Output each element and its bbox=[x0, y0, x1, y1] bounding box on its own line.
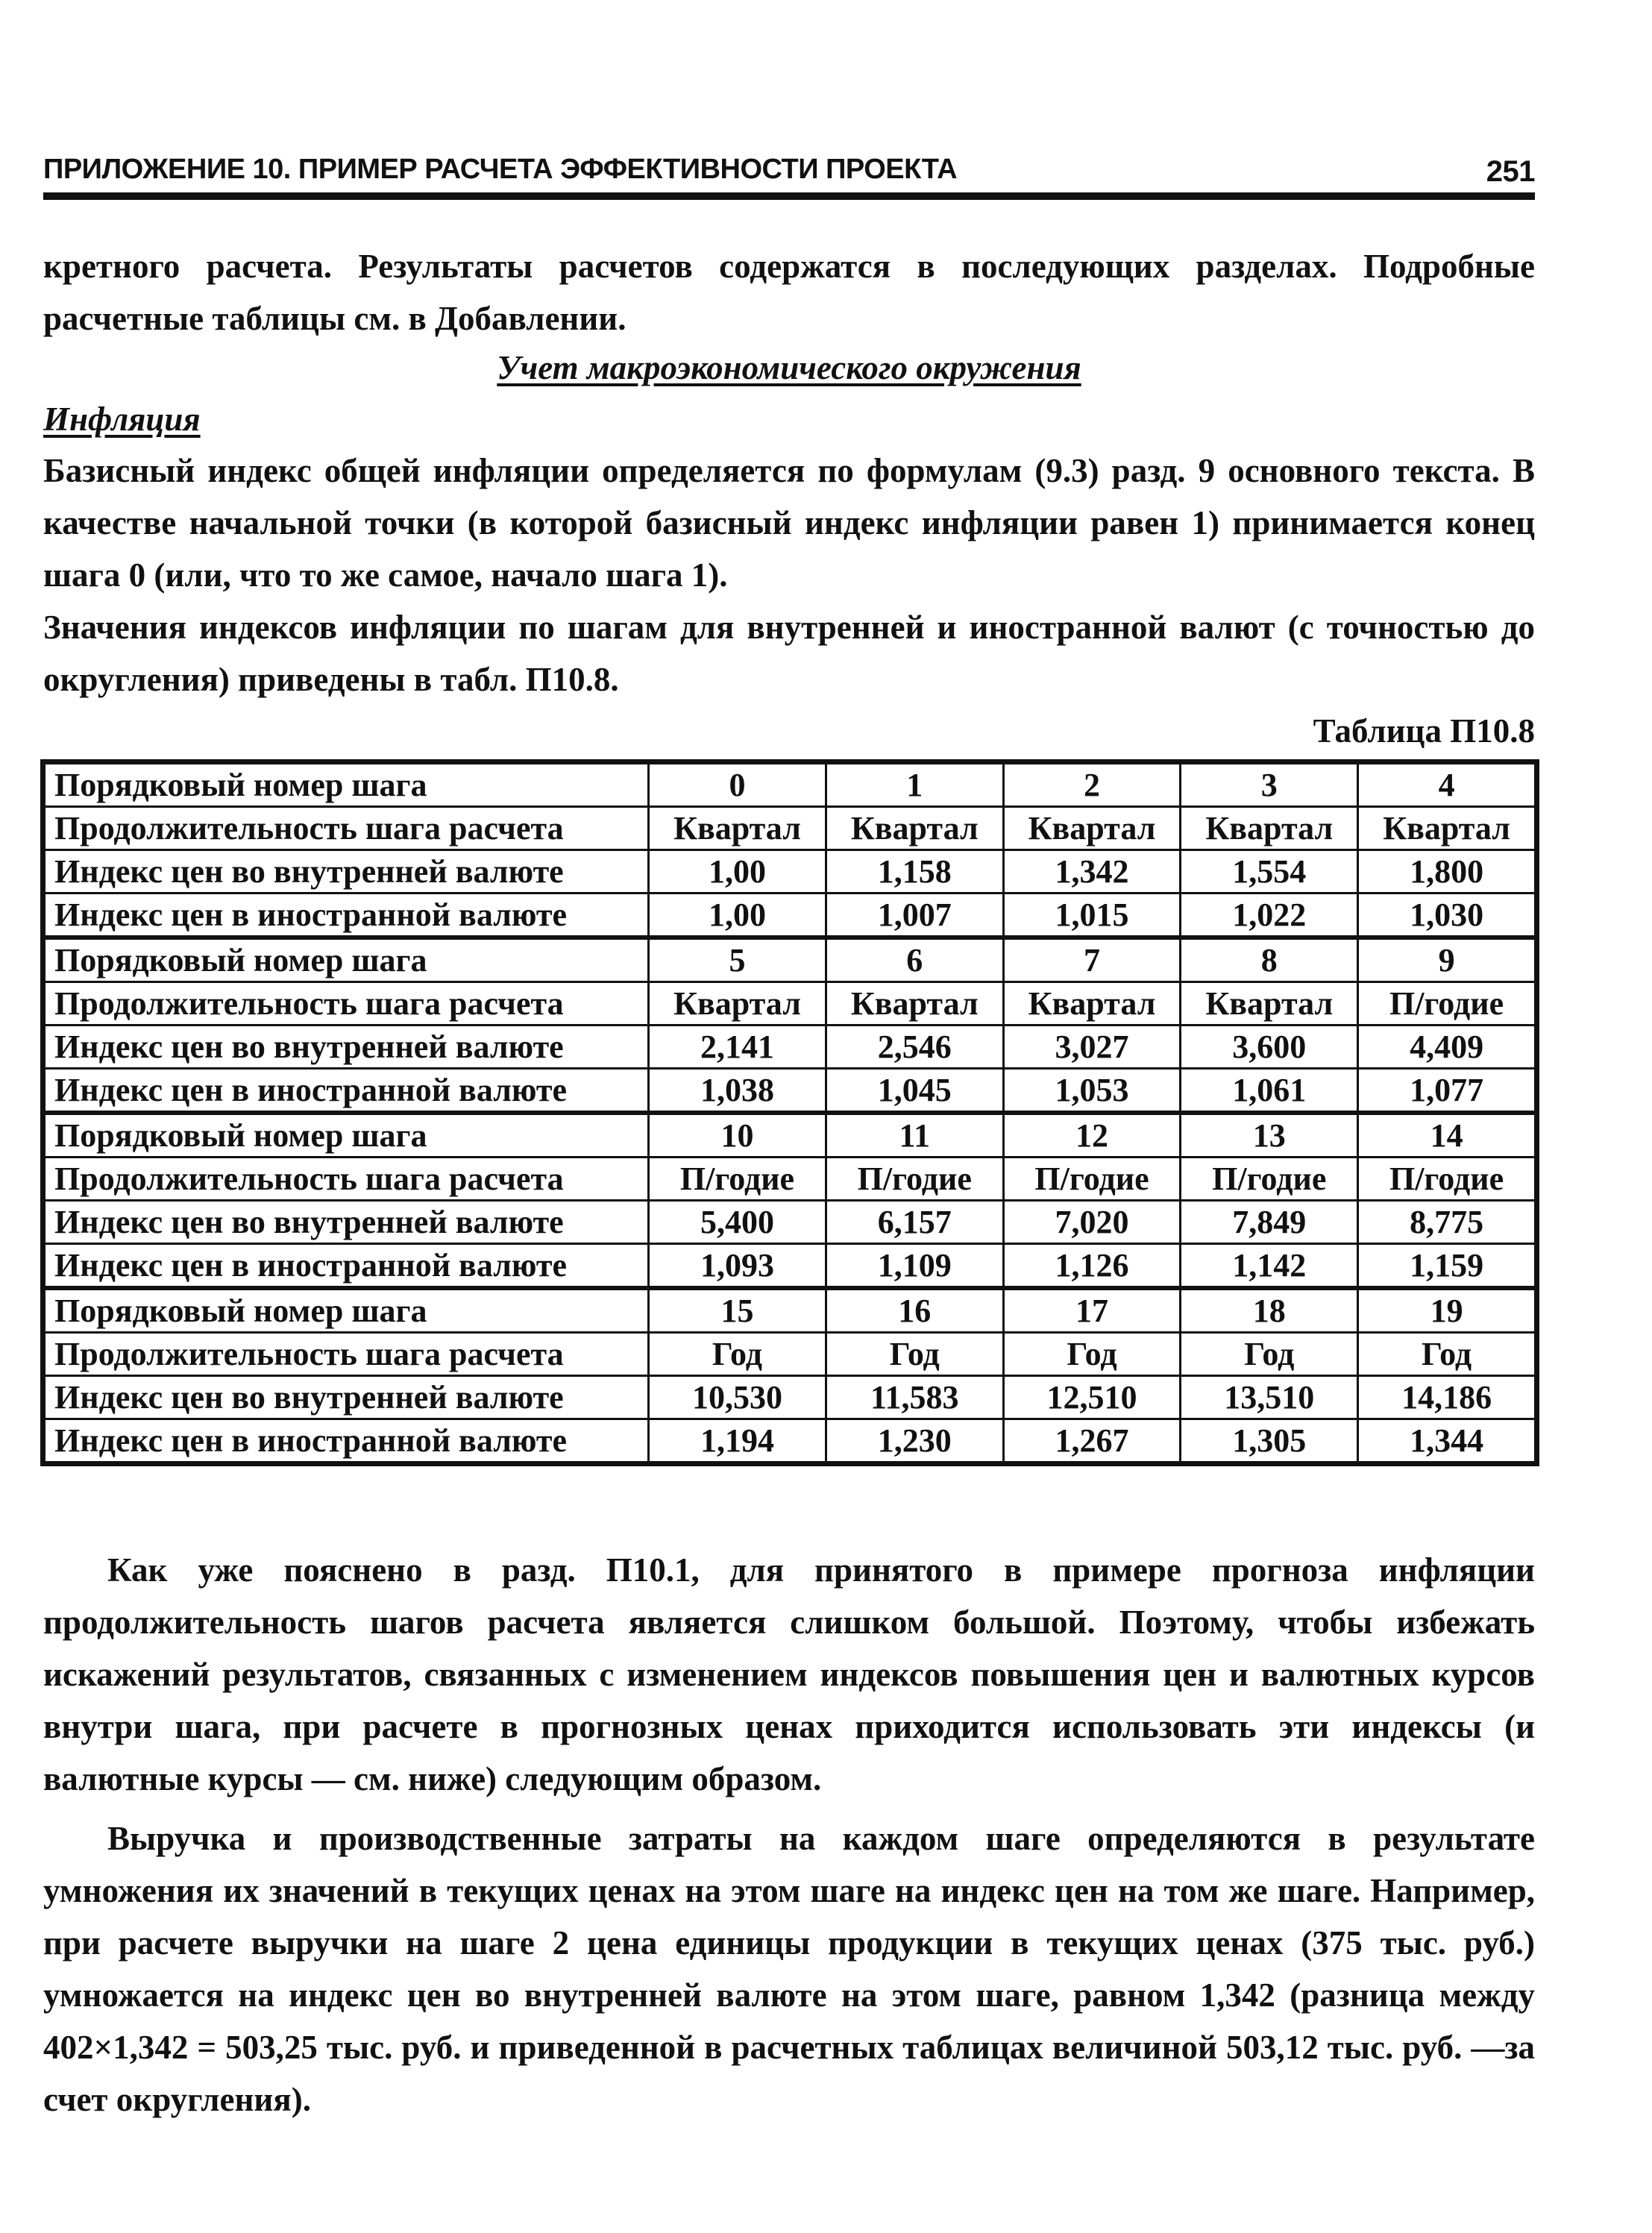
table-cell: 2,141 bbox=[649, 1026, 826, 1069]
table-cell: Год bbox=[1181, 1333, 1358, 1376]
table-cell: Год bbox=[1358, 1333, 1537, 1376]
table-cell: 3,600 bbox=[1181, 1026, 1358, 1069]
table-cell: 13 bbox=[1181, 1113, 1358, 1158]
table-cell: 12,510 bbox=[1003, 1376, 1181, 1419]
row-label: Продолжительность шага расчета bbox=[43, 1333, 649, 1376]
row-label: Индекс цен в иностранной валюте bbox=[43, 1069, 649, 1114]
table-cell: 1,109 bbox=[826, 1244, 1003, 1289]
table-cell: 1,158 bbox=[826, 850, 1003, 893]
table-cell: Квартал bbox=[649, 807, 826, 850]
table-cell: Год bbox=[1003, 1333, 1181, 1376]
table-cell: 1,554 bbox=[1181, 850, 1358, 893]
paragraph-step-duration: Как уже пояснено в разд. П10.1, для принятого в примере прогноза инфляции продолжительность шагов расчета является слишком большой. Поэтому, чтобы избежать искажений результатов, связанных с изменением индексов повышения цен и валютных курсов внутри шага, при расчете в прогнозных ценах приходится использовать эти индексы (и валютные курсы — см. ниже) следующим образом. bbox=[43, 1551, 1535, 1797]
table-cell: 2 bbox=[1003, 762, 1181, 807]
table-body bbox=[43, 762, 1537, 1464]
table-cell: Год bbox=[826, 1333, 1003, 1376]
table-cell: Год bbox=[649, 1333, 826, 1376]
row-label: Порядковый номер шага bbox=[43, 1113, 649, 1158]
table-cell: 14,186 bbox=[1358, 1376, 1537, 1419]
table-cell: 1,267 bbox=[1003, 1419, 1181, 1464]
row-label: Индекс цен во внутренней валюте bbox=[43, 850, 649, 893]
table-cell: 1,230 bbox=[826, 1419, 1003, 1464]
table-cell: Квартал bbox=[1358, 807, 1537, 850]
table-cell: 1 bbox=[826, 762, 1003, 807]
running-header bbox=[43, 149, 1535, 194]
table-row bbox=[43, 1419, 1537, 1464]
row-label: Продолжительность шага расчета bbox=[43, 1158, 649, 1201]
table-cell: 1,038 bbox=[649, 1069, 826, 1114]
table-cell: Квартал bbox=[649, 982, 826, 1026]
table-row bbox=[43, 1201, 1537, 1244]
table-cell: 10 bbox=[649, 1113, 826, 1158]
table-cell: 1,077 bbox=[1358, 1069, 1537, 1114]
row-label: Порядковый номер шага bbox=[43, 938, 649, 982]
table-cell: 1,194 bbox=[649, 1419, 826, 1464]
table-cell: 4,409 bbox=[1358, 1026, 1537, 1069]
table-cell: 18 bbox=[1181, 1288, 1358, 1333]
table-cell: 16 bbox=[826, 1288, 1003, 1333]
table-cell: 5 bbox=[649, 938, 826, 982]
table-cell: 7 bbox=[1003, 938, 1181, 982]
table-cell: 9 bbox=[1358, 938, 1537, 982]
table-row bbox=[43, 1376, 1537, 1419]
table-cell: 1,126 bbox=[1003, 1244, 1181, 1289]
paragraph-index-values: Значения индексов инфляции по шагам для внутренней и иностранной валют (с точностью до округления) приведены в табл. П10.8. bbox=[43, 609, 1535, 698]
row-label: Индекс цен в иностранной валюте bbox=[43, 1419, 649, 1464]
table-cell: 1,800 bbox=[1358, 850, 1537, 893]
table-cell: 15 bbox=[649, 1288, 826, 1333]
row-label: Продолжительность шага расчета bbox=[43, 807, 649, 850]
header-title: ПРИЛОЖЕНИЕ 10. ПРИМЕР РАСЧЕТА ЭФФЕКТИВНОСТИ ПРОЕКТА bbox=[43, 154, 958, 185]
table-cell: 1,053 bbox=[1003, 1069, 1181, 1114]
table-cell: П/годие bbox=[1181, 1158, 1358, 1201]
table-row bbox=[43, 762, 1537, 807]
table-cell: 19 bbox=[1358, 1288, 1537, 1333]
table-cell: 5,400 bbox=[649, 1201, 826, 1244]
paragraph-base-index: Базисный индекс общей инфляции определяется по формулам (9.3) разд. 9 основного текста. В качестве начальной точки (в которой базисный индекс инфляции равен 1) принимается конец шага 0 (или, что то же самое, начало шага 1). bbox=[43, 452, 1535, 594]
table-cell: 1,061 bbox=[1181, 1069, 1358, 1114]
table-cell: 1,142 bbox=[1181, 1244, 1358, 1289]
table-cell: 2,546 bbox=[826, 1026, 1003, 1069]
table-row bbox=[43, 982, 1537, 1026]
table-cell: 3,027 bbox=[1003, 1026, 1181, 1069]
row-label: Индекс цен во внутренней валюте bbox=[43, 1376, 649, 1419]
table-cell: 13,510 bbox=[1181, 1376, 1358, 1419]
table-cell: П/годие bbox=[1358, 1158, 1537, 1201]
table-cell: 0 bbox=[649, 762, 826, 807]
row-label: Индекс цен в иностранной валюте bbox=[43, 1244, 649, 1289]
table-cell: 1,093 bbox=[649, 1244, 826, 1289]
table-cell: 1,045 bbox=[826, 1069, 1003, 1114]
row-label: Индекс цен в иностранной валюте bbox=[43, 893, 649, 938]
table-cell: 17 bbox=[1003, 1288, 1181, 1333]
table-cell: 7,849 bbox=[1181, 1201, 1358, 1244]
row-label: Индекс цен во внутренней валюте bbox=[43, 1201, 649, 1244]
table-cell: П/годие bbox=[826, 1158, 1003, 1201]
table-row bbox=[43, 1288, 1537, 1333]
table-cell: 4 bbox=[1358, 762, 1537, 807]
table-cell: 3 bbox=[1181, 762, 1358, 807]
table-cell: 1,015 bbox=[1003, 893, 1181, 938]
table-cell: Квартал bbox=[826, 982, 1003, 1026]
table-cell: 1,305 bbox=[1181, 1419, 1358, 1464]
row-label: Продолжительность шага расчета bbox=[43, 982, 649, 1026]
table-cell: 8 bbox=[1181, 938, 1358, 982]
table-cell: Квартал bbox=[1003, 982, 1181, 1026]
table-cell: 1,344 bbox=[1358, 1419, 1537, 1464]
table-row bbox=[43, 850, 1537, 893]
table-cell: 1,159 bbox=[1358, 1244, 1537, 1289]
table-cell: 6,157 bbox=[826, 1201, 1003, 1244]
subsection-title: Инфляция bbox=[43, 401, 201, 438]
table-cell: 11 bbox=[826, 1113, 1003, 1158]
paragraph-intro: кретного расчета. Результаты расчетов содержатся в последующих разделах. Подробные расчетные таблицы см. в Добавлении. bbox=[43, 248, 1535, 337]
table-row bbox=[43, 807, 1537, 850]
table-cell: 14 bbox=[1358, 1113, 1537, 1158]
table-cell: П/годие bbox=[1358, 982, 1537, 1026]
table-row bbox=[43, 938, 1537, 982]
table-cell: Квартал bbox=[826, 807, 1003, 850]
table-cell: П/годие bbox=[649, 1158, 826, 1201]
header-rule bbox=[43, 192, 1535, 200]
table-cell: 10,530 bbox=[649, 1376, 826, 1419]
table-cell: 1,00 bbox=[649, 850, 826, 893]
table-row bbox=[43, 1069, 1537, 1114]
table-cell: 1,022 bbox=[1181, 893, 1358, 938]
table-cell: 7,020 bbox=[1003, 1201, 1181, 1244]
table-row bbox=[43, 1244, 1537, 1289]
table-cell: 1,030 bbox=[1358, 893, 1537, 938]
table-cell: Квартал bbox=[1181, 807, 1358, 850]
table-cell: Квартал bbox=[1181, 982, 1358, 1026]
table-cell: 1,00 bbox=[649, 893, 826, 938]
table-cell: 6 bbox=[826, 938, 1003, 982]
page-number: 251 bbox=[1486, 155, 1535, 188]
table-cell: 8,775 bbox=[1358, 1201, 1537, 1244]
table-row bbox=[43, 1158, 1537, 1201]
row-label: Порядковый номер шага bbox=[43, 1288, 649, 1333]
paragraph-revenue-calc: Выручка и производственные затраты на каждом шаге определяются в результате умножения их значений в текущих ценах на этом шаге на индекс цен на том же шаге. Например, при расчете выручки на шаге 2 цена единицы продукции в текущих ценах (375 тыс. руб.) умножается на индекс цен во внутренней валюте на этом шаге, равном 1,342 (разница между 402×1,342 = 503,25 тыс. руб. и приведенной в расчетных таблицах величиной 503,12 тыс. руб. —за счет округления). bbox=[43, 1820, 1535, 2118]
table-cell: 1,342 bbox=[1003, 850, 1181, 893]
table-cell: П/годие bbox=[1003, 1158, 1181, 1201]
inflation-index-table bbox=[40, 759, 1539, 1466]
table-cell: 12 bbox=[1003, 1113, 1181, 1158]
table-row bbox=[43, 893, 1537, 938]
table-cell: 1,007 bbox=[826, 893, 1003, 938]
table-row bbox=[43, 1026, 1537, 1069]
row-label: Порядковый номер шага bbox=[43, 762, 649, 807]
table-caption: Таблица П10.8 bbox=[1313, 712, 1535, 750]
row-label: Индекс цен во внутренней валюте bbox=[43, 1026, 649, 1069]
table-row bbox=[43, 1113, 1537, 1158]
table-cell: Квартал bbox=[1003, 807, 1181, 850]
table-row bbox=[43, 1333, 1537, 1376]
table-cell: 11,583 bbox=[826, 1376, 1003, 1419]
section-title: Учет макроэкономического окружения bbox=[497, 349, 1081, 386]
